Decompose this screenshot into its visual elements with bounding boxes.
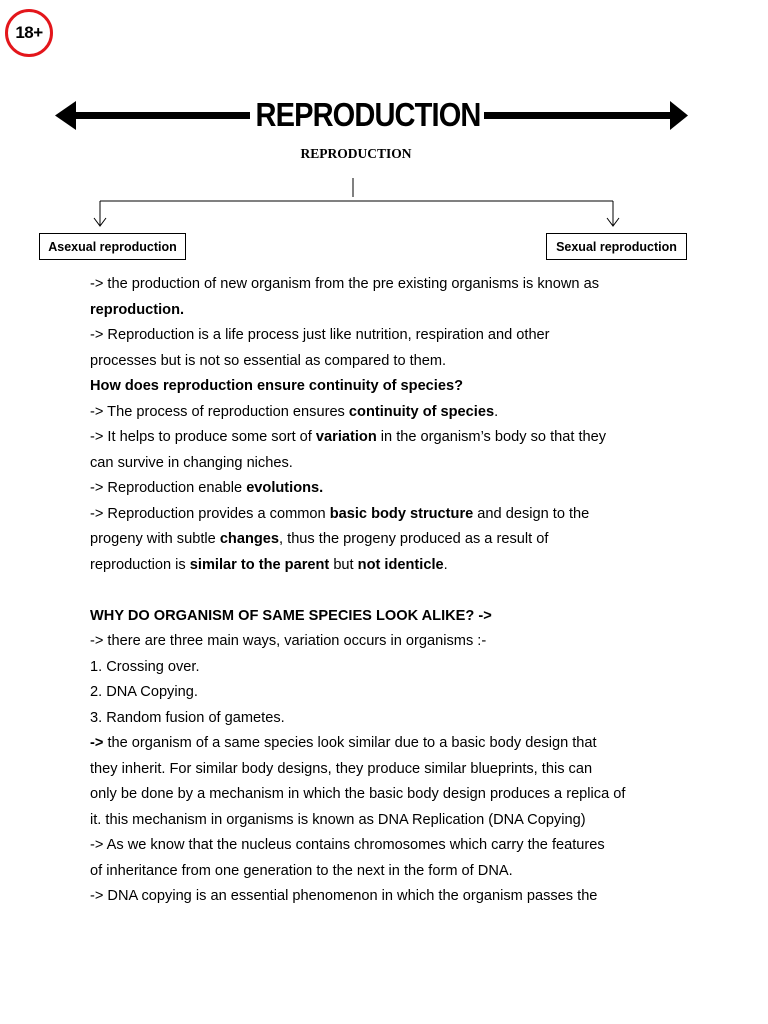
text-line: reproduction is similar to the parent but not identicle. — [90, 556, 448, 573]
text-line: progeny with subtle changes, thus the progeny produced as a result of — [90, 531, 549, 547]
text-line: reproduction. — [90, 301, 185, 318]
text-line: processes but is not so essential as compared to them. — [90, 352, 447, 369]
text-line: -> the production of new organism from the pre existing organisms is known as — [90, 276, 599, 292]
sexual-reproduction-box: Sexual reproduction — [546, 233, 687, 260]
text-line: -> It helps to produce some sort of variation in the organism’s body so that they — [90, 429, 607, 445]
list-item: 2. DNA Copying. — [90, 684, 198, 700]
text-line: -> The process of reproduction ensures continuity of species. — [90, 403, 499, 420]
section-heading: WHY DO ORGANISM OF SAME SPECIES LOOK ALIKE? -> — [90, 607, 492, 624]
text-line: can survive in changing niches. — [90, 454, 293, 471]
text-line: they inherit. For similar body designs, they produce similar blueprints, this can — [90, 760, 593, 777]
notes-body — [90, 272, 690, 910]
text-line: -> DNA copying is an essential phenomenon in which the organism passes the — [90, 888, 598, 904]
question-heading: How does reproduction ensure continuity of species? — [90, 378, 464, 394]
text-line: -> there are three main ways, variation occurs in organisms :- — [90, 633, 487, 649]
diagram-root-label: REPRODUCTION — [300, 146, 412, 161]
branch-connector — [0, 0, 768, 240]
asexual-reproduction-box: Asexual reproduction — [39, 233, 186, 260]
text-line: -> Reproduction provides a common basic body structure and design to the — [90, 505, 590, 522]
text-line: -> As we know that the nucleus contains chromosomes which carry the features — [90, 837, 605, 853]
text-line: -> Reproduction is a life process just like nutrition, respiration and other — [90, 327, 550, 343]
text-line: only be done by a mechanism in which the basic body design produces a replica of — [90, 786, 626, 802]
text-line: -> Reproduction enable evolutions. — [90, 480, 324, 496]
page-title: REPRODUCTION — [255, 96, 481, 133]
age-rating-badge: 18+ — [5, 9, 53, 57]
list-item: 1. Crossing over. — [90, 658, 200, 675]
text-line: it. this mechanism in organisms is known as DNA Replication (DNA Copying) — [90, 811, 586, 828]
text-line: -> the organism of a same species look similar due to a basic body design that — [90, 735, 597, 751]
list-item: 3. Random fusion of gametes. — [90, 709, 285, 726]
text-line: of inheritance from one generation to the next in the form of DNA. — [90, 862, 513, 879]
